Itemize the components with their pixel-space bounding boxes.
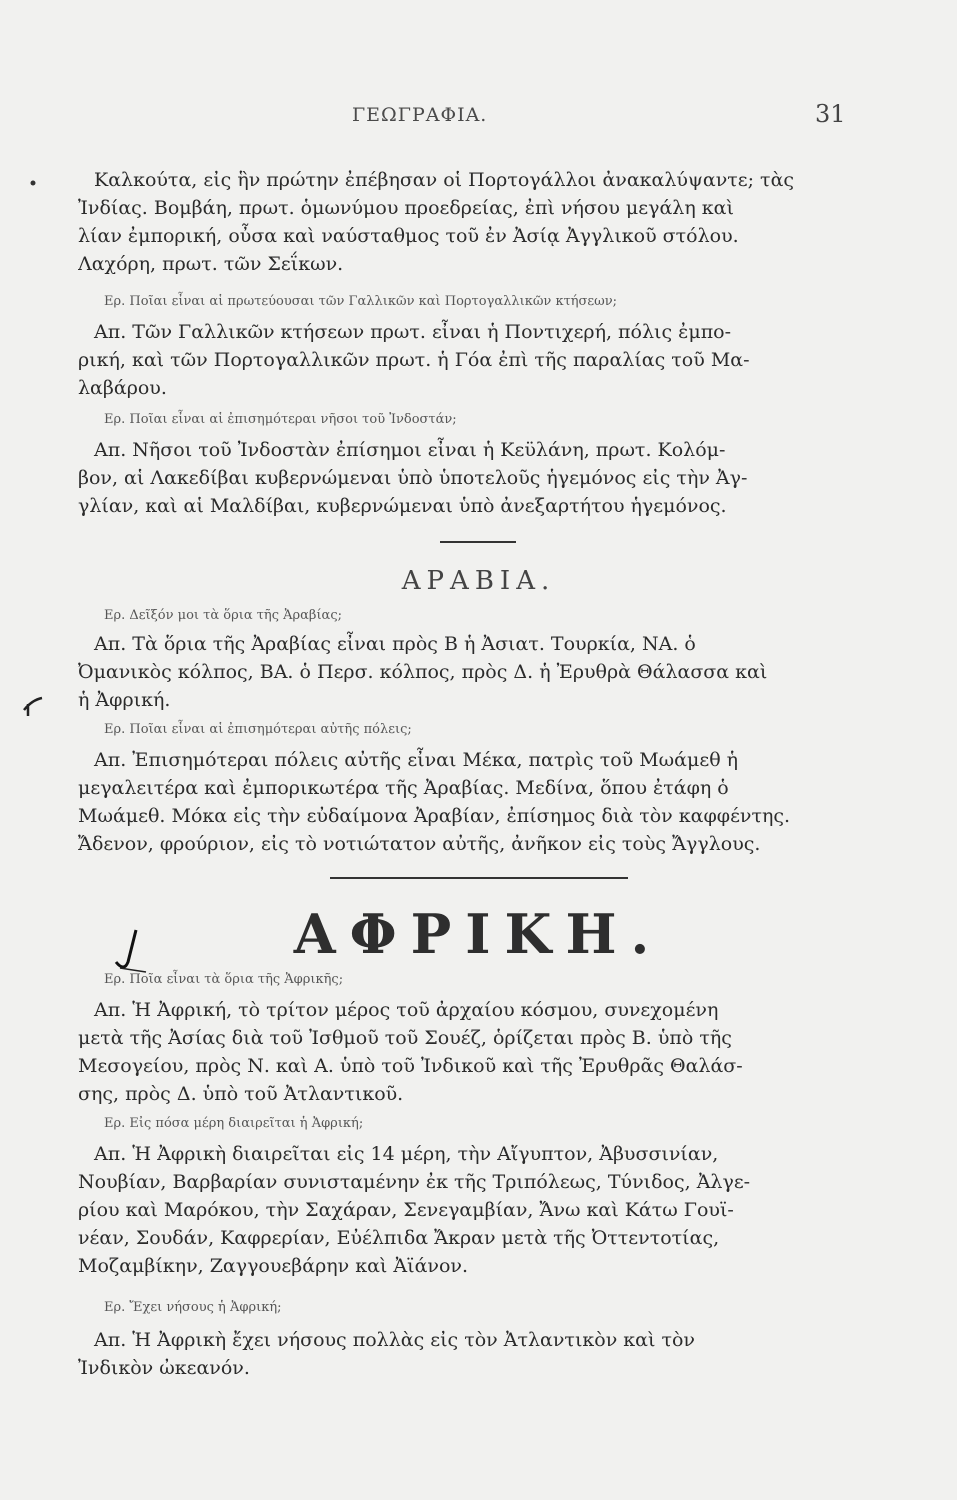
answer-paragraph [78, 630, 828, 714]
answer-paragraph [78, 436, 828, 520]
text-line: Ερ. Ποῖα εἶναι τὰ ὅρια τῆς Ἀφρικῆς; [104, 972, 344, 987]
text-line: ρική, καὶ τῶν Πορτογαλλικῶν πρωτ. ἡ Γόα ἐπὶ τῆς παραλίας τοῦ Μα- [78, 349, 750, 371]
text-line: νέαν, Σουδάν, Καφρερίαν, Εὐέλπιδα Ἄκραν μετὰ τῆς Ὀττεντοτίας, [78, 1227, 720, 1249]
answer-paragraph [78, 1140, 828, 1280]
margin-pencil-mark [20, 690, 50, 720]
answer-paragraph [78, 996, 828, 1108]
text-line: Απ. Ἡ Ἀφρικὴ διαιρεῖται εἰς 14 μέρη, τὴν Αἴγυπτον, Ἀβυσσινίαν, [94, 1143, 719, 1165]
text-line: Λαχόρη, πρωτ. τῶν Σεΐκων. [78, 253, 344, 275]
text-line: Ἰνδικὸν ὠκεανόν. [78, 1357, 250, 1379]
text-line: Μεσογείου, πρὸς Ν. καὶ Α. ὑπὸ τοῦ Ἰνδικοῦ καὶ τῆς Ἐρυθρᾶς Θαλάσ- [78, 1055, 743, 1077]
text-line: Νουβίαν, Βαρβαρίαν συνισταμένην ἐκ τῆς Τριπόλεως, Τύνιδος, Ἀλγε- [78, 1171, 751, 1193]
text-line: Απ. Ἐπισημότεραι πόλεις αὐτῆς εἶναι Μέκα, πατρὶς τοῦ Μωάμεθ ἡ [94, 749, 739, 771]
text-line: Ὀμανικὸς κόλπος, ΒΑ. ὁ Περσ. κόλπος, πρὸς Δ. ἡ Ἐρυθρὰ Θάλασσα καὶ [78, 661, 768, 683]
question-line [78, 1112, 828, 1136]
question-line [78, 718, 828, 742]
margin-check-mark [112, 928, 152, 978]
text-line: Ερ. Ποῖαι εἶναι αἱ ἐπισημότεραι νῆσοι τοῦ Ἰνδοστάν; [104, 412, 457, 427]
separator-rule [440, 541, 516, 543]
text-line: Ερ. Ἔχει νήσους ἡ Ἀφρική; [104, 1300, 282, 1315]
question-line [78, 408, 828, 432]
text-line: λαβάρου. [78, 377, 167, 399]
answer-paragraph [78, 166, 828, 278]
answer-paragraph [78, 1326, 828, 1382]
text-line: γλίαν, καὶ αἱ Μαλδίβαι, κυβερνώμεναι ὑπὸ ἀνεξαρτήτου ἡγεμόνος. [78, 495, 727, 517]
question-line [78, 968, 828, 992]
text-line: μεγαλειτέρα καὶ ἐμπορικωτέρα τῆς Ἀραβίας. Μεδίνα, ὅπου ἐτάφη ὁ [78, 777, 729, 799]
text-line: Ἰνδίας. Βομβάη, πρωτ. ὁμωνύμου προεδρείας, ἐπὶ νήσου μεγάλη καὶ [78, 197, 734, 219]
text-line: Ερ. Εἰς πόσα μέρη διαιρεῖται ἡ Ἀφρική; [104, 1116, 364, 1131]
separator-rule [330, 877, 628, 879]
running-head: ΓΕΩΓΡΑΦΙΑ. [352, 104, 488, 126]
page-number: 31 [815, 100, 846, 128]
question-line [78, 290, 828, 314]
text-line: Ερ. Ποῖαι εἶναι αἱ πρωτεύουσαι τῶν Γαλλικῶν καὶ Πορτογαλλικῶν κτήσεων; [104, 294, 618, 309]
question-line [78, 1296, 828, 1320]
text-line: Μωάμεθ. Μόκα εἰς τὴν εὐδαίμονα Ἀραβίαν, ἐπίσημος διὰ τὸν καφφέντης. [78, 805, 791, 827]
answer-paragraph [78, 746, 828, 858]
text-line: Απ. Ἡ Ἀφρική, τὸ τρίτον μέρος τοῦ ἀρχαίου κόσμου, συνεχομένη [94, 999, 719, 1021]
text-line: Καλκούτα, εἰς ἣν πρώτην ἐπέβησαν οἱ Πορτογάλλοι ἀνακαλύψαντε; τὰς [94, 169, 795, 191]
text-line: Απ. Ἡ Ἀφρικὴ ἔχει νήσους πολλὰς εἰς τὸν Ἀτλαντικὸν καὶ τὸν [94, 1329, 695, 1351]
margin-dot-mark [28, 178, 38, 188]
page-header [0, 100, 957, 144]
text-line: ρίου καὶ Μαρόκου, τὴν Σαχάραν, Σενεγαμβίαν, Ἄνω καὶ Κάτω Γουϊ- [78, 1199, 734, 1221]
question-line [78, 604, 828, 628]
answer-paragraph [78, 318, 828, 402]
text-line: Απ. Τῶν Γαλλικῶν κτήσεων πρωτ. εἶναι ἡ Ποντιχερή, πόλις ἐμπο- [94, 321, 732, 343]
text-line: σης, πρὸς Δ. ὑπὸ τοῦ Ἀτλαντικοῦ. [78, 1083, 404, 1105]
text-line: Ερ. Ποῖαι εἶναι αἱ ἐπισημότεραι αὐτῆς πόλεις; [104, 722, 412, 737]
text-line: ἡ Ἀφρική. [78, 689, 171, 711]
text-line: βον, αἱ Λακεδίβαι κυβερνώμεναι ὑπὸ ὑποτελοῦς ἡγεμόνος εἰς τὴν Ἀγ- [78, 467, 748, 489]
text-line: Ερ. Δεῖξόν μοι τὰ ὅρια τῆς Ἀραβίας; [104, 608, 342, 623]
text-line: Ἄδενον, φρούριον, εἰς τὸ νοτιώτατον αὐτῆς, ἀνῆκον εἰς τοὺς Ἄγγλους. [78, 833, 761, 855]
section-heading-arabia: ΑΡΑΒΙΑ. [401, 566, 556, 596]
section-heading-africa: ΑΦΡΙΚΗ. [293, 902, 664, 966]
text-line: Απ. Νῆσοι τοῦ Ἰνδοστὰν ἐπίσημοι εἶναι ἡ Κεϋλάνη, πρωτ. Κολόμ- [94, 439, 726, 461]
text-line: Μοζαμβίκην, Ζαγγουεβάρην καὶ Ἀϊάνον. [78, 1255, 469, 1277]
text-line: μετὰ τῆς Ἀσίας διὰ τοῦ Ἰσθμοῦ τοῦ Σουέζ, ὁρίζεται πρὸς Β. ὑπὸ τῆς [78, 1027, 732, 1049]
text-line: λίαν ἐμπορική, οὖσα καὶ ναύσταθμος τοῦ ἐν Ἀσίᾳ Ἀγγλικοῦ στόλου. [78, 225, 739, 247]
text-line: Απ. Τὰ ὅρια τῆς Ἀραβίας εἶναι πρὸς Β ἡ Ἀσιατ. Τουρκία, ΝΑ. ὁ [94, 633, 696, 655]
